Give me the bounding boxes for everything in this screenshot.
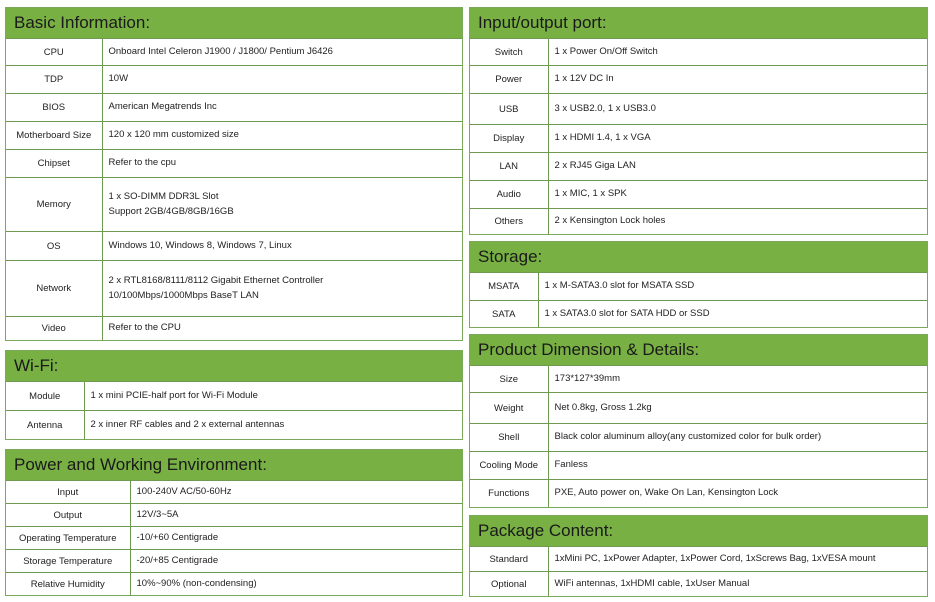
spec-value [102,261,462,317]
package-content-table [470,546,927,597]
table-row [6,504,462,527]
spec-label: USB [470,94,548,125]
spec-value: American Megatrends Inc [102,94,462,122]
table-row [6,39,462,66]
spec-value: 3 x USB2.0, 1 x USB3.0 [548,94,927,125]
spec-label: Cooling Mode [470,452,548,480]
spec-value [102,178,462,232]
spec-value: 1 x HDMI 1.4, 1 x VGA [548,125,927,153]
spec-value: 1 x M-SATA3.0 slot for MSATA SSD [538,273,927,301]
spec-value: 2 x Kensington Lock holes [548,209,927,235]
package-content-section [469,515,928,597]
table-row [470,301,927,328]
product-dimension-section [469,334,928,508]
spec-label: Storage Temperature [6,550,130,573]
table-row [6,481,462,504]
spec-value: 1 x SATA3.0 slot for SATA HDD or SSD [538,301,927,328]
table-row [6,94,462,122]
spec-value: 100-240V AC/50-60Hz [130,481,462,504]
spec-value: 2 x RJ45 Giga LAN [548,153,927,181]
spec-label: Antenna [6,411,84,440]
spec-value-line: 10/100Mbps/1000Mbps BaseT LAN [108,289,259,301]
table-row [6,178,462,232]
spec-value: 120 x 120 mm customized size [102,122,462,150]
spec-value: 2 x inner RF cables and 2 x external antennas [84,411,462,440]
table-row [470,39,927,66]
io-port-table [470,38,927,235]
spec-label: Switch [470,39,548,66]
spec-label: Network [6,261,102,317]
spec-label: Video [6,317,102,341]
table-row [470,480,927,507]
spec-label: BIOS [6,94,102,122]
table-row [6,66,462,94]
table-row [6,382,462,411]
spec-label: Motherboard Size [6,122,102,150]
spec-label: Size [470,366,548,393]
basic-information-title: Basic Information: [6,8,462,38]
spec-label: Display [470,125,548,153]
spec-value-line: Support 2GB/4GB/8GB/16GB [108,205,234,217]
table-row [470,393,927,424]
spec-value: 173*127*39mm [548,366,927,393]
spec-value: WiFi antennas, 1xHDMI cable, 1xUser Manual [548,572,927,597]
table-row [6,411,462,440]
spec-label: Chipset [6,150,102,178]
table-row [470,366,927,393]
wifi-title: Wi-Fi: [6,351,462,381]
spec-label: Module [6,382,84,411]
basic-information-section [5,7,463,341]
table-row [6,317,462,341]
table-row [470,424,927,452]
spec-value: PXE, Auto power on, Wake On Lan, Kensington Lock [548,480,927,507]
spec-value: Windows 10, Windows 8, Windows 7, Linux [102,232,462,261]
spec-label: Weight [470,393,548,424]
table-row [6,150,462,178]
table-row [6,122,462,150]
spec-value: 1 x 12V DC In [548,66,927,94]
table-row [470,547,927,572]
table-row [470,273,927,301]
table-row [470,153,927,181]
spec-value: 1xMini PC, 1xPower Adapter, 1xPower Cord, 1xScrews Bag, 1xVESA mount [548,547,927,572]
table-row [6,550,462,573]
spec-value: Fanless [548,452,927,480]
spec-value: Refer to the cpu [102,150,462,178]
spec-value: Net 0.8kg, Gross 1.2kg [548,393,927,424]
spec-value-line: 1 x SO-DIMM DDR3L Slot [108,190,219,202]
spec-value: -10/+60 Centigrade [130,527,462,550]
spec-value-line: 2 x RTL8168/8111/8112 Gigabit Ethernet Controller [108,274,324,286]
table-row [470,209,927,235]
spec-label: Memory [6,178,102,232]
spec-label: Optional [470,572,548,597]
spec-value: 1 x mini PCIE-half port for Wi-Fi Module [84,382,462,411]
spec-label: OS [6,232,102,261]
spec-label: Shell [470,424,548,452]
package-content-title: Package Content: [470,516,927,546]
table-row [470,66,927,94]
spec-label: Operating Temperature [6,527,130,550]
spec-label: Functions [470,480,548,507]
table-row [6,261,462,317]
spec-value: 1 x Power On/Off Switch [548,39,927,66]
spec-label: Output [6,504,130,527]
spec-label: Input [6,481,130,504]
io-port-title: Input/output port: [470,8,927,38]
table-row [470,125,927,153]
spec-label: TDP [6,66,102,94]
spec-value: -20/+85 Centigrade [130,550,462,573]
spec-value: 10W [102,66,462,94]
storage-table [470,272,927,328]
spec-value: 1 x MIC, 1 x SPK [548,181,927,209]
spec-label: Audio [470,181,548,209]
spec-value: Black color aluminum alloy(any customized color for bulk order) [548,424,927,452]
table-row [470,181,927,209]
io-port-section [469,7,928,235]
wifi-section [5,350,463,440]
table-row [6,573,462,596]
table-row [6,232,462,261]
table-row [6,527,462,550]
spec-label: LAN [470,153,548,181]
power-environment-table [6,480,462,596]
spec-label: MSATA [470,273,538,301]
table-row [470,572,927,597]
spec-value: Refer to the CPU [102,317,462,341]
spec-label: Power [470,66,548,94]
spec-label: Standard [470,547,548,572]
spec-value: 10%~90% (non-condensing) [130,573,462,596]
table-row [470,94,927,125]
power-environment-section [5,449,463,596]
table-row [470,452,927,480]
basic-information-table [6,38,462,341]
storage-title: Storage: [470,242,927,272]
storage-section [469,241,928,328]
spec-label: Relative Humidity [6,573,130,596]
spec-label: SATA [470,301,538,328]
spec-value: 12V/3~5A [130,504,462,527]
spec-value: Onboard Intel Celeron J1900 / J1800/ Pentium J6426 [102,39,462,66]
spec-label: Others [470,209,548,235]
wifi-table [6,381,462,440]
product-dimension-title: Product Dimension & Details: [470,335,927,365]
product-dimension-table [470,365,927,507]
power-environment-title: Power and Working Environment: [6,450,462,480]
spec-label: CPU [6,39,102,66]
